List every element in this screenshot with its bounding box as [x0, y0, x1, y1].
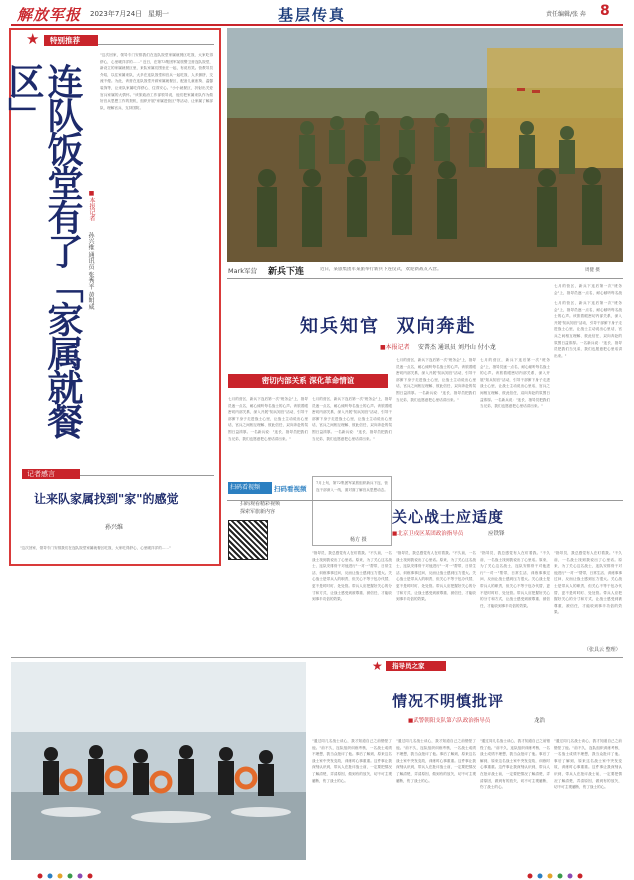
editor-credit: 责任编辑/张 奔: [546, 11, 586, 18]
feature-body: [100, 52, 213, 454]
feature-byline-names: 孙兴维 通讯员 张秀平 黄明威: [87, 232, 94, 310]
qr-line-2: 探索军旅新内容: [240, 509, 276, 515]
beach-illustration: [11, 662, 306, 860]
article3-body-col2: "指导员，我总感觉有人在盯着我。"不久前，一名战士找到我说出了心里话。原来，为了关心这名战士，连队安排骨干对他进行"一对一"帮带，日常生活、训练事事过问，反而让战士感到压力很大。关心战士是带兵人的职责，但关心不等于包办代替，更不是时时盯、处处管。带兵人应把握好关心的分寸和方式，让战士感受到被尊重、被信任，才能收到事半功倍的效果。: [396, 551, 476, 602]
article2-byline-label: ■本报记者: [380, 344, 410, 351]
commentary-rule: [80, 475, 214, 476]
special-tag-rule: [98, 44, 214, 45]
article4-star-icon: ★: [372, 659, 383, 673]
qr-code-icon[interactable]: [228, 520, 268, 560]
article4-body-col3: "通过同几名战士谈心，我才知道自己之前错怪了他。"前不久，连队组织训练考核，一名战士成绩不理想，我当众批评了他。事后了解到，原来这名战士家中突发变故，训练时心事重重。这件事让我深刻认识到，带兵人在批评战士前，一定要把情况了解清楚，弄清原因，做到有的放矢，切不可主观臆断，伤了战士的心。: [480, 739, 550, 790]
special-tag-label: 特别推荐: [50, 36, 80, 45]
article4-byline-label: ■武警朝阳支队第六队政治指导员: [408, 718, 491, 724]
article4-top-rule: [11, 657, 623, 658]
article2-banner-text: 密切内部关系 深化革命情谊: [261, 376, 355, 385]
article3-byline-label: ■北京卫戍区某团政治指导员: [392, 531, 464, 537]
article4-banner-text: 指导员之家: [392, 662, 425, 670]
qr-tag-label: 扫码看视频: [230, 484, 261, 491]
feature-body-lead: "这次回家，领导专门安排我们在连队饭堂家属就餐区吃饭，大家吃得舒心，心里暖洋洋的……": [100, 53, 213, 64]
photo-top-caption: 近日，某旅集团军某旅举行新兵下连仪式，欢迎新战友入营。: [320, 267, 442, 272]
feature-byline-label: ■本报记者: [88, 190, 95, 221]
article2-body-col1: 七月的营区，新兵下连后第一次"班务会"上，指导员逐一点名，耐心倾听每名战士的心声。该旅着眼密切内部关系，深入开展"知兵知官"活动，引导干部俯下身子走进战士心里，让战士主动说出心里话，官兵之间相互理解、彼此信任，双向奔赴的氛围日益浓厚。一名新兵说："连长、指导员把我们当兄弟，我们也愿意把心里话讲出来。": [228, 397, 308, 441]
qr-title: 扫码看视频: [274, 485, 307, 493]
newspaper-logo: 解放军报: [17, 6, 82, 24]
article4-title: 情况不明慎批评: [392, 692, 505, 710]
issue-weekday: 星期一: [148, 10, 169, 18]
section-title: 基层传真: [278, 6, 347, 24]
star-icon: ★: [26, 30, 40, 48]
article3-credit: （张具云 整理）: [584, 647, 621, 653]
article4-body-col2: "通过同几名战士谈心，我才知道自己之前错怪了他。"前不久，连队组织训练考核，一名战士成绩不理想，我当众批评了他。事后了解到，原来这名战士家中突发变故，训练时心事重重。这件事让我深刻认识到，带兵人在批评战士前，一定要把情况了解清楚，弄清原因，做到有的放矢，切不可主观臆断，伤了战士的心。: [396, 739, 476, 783]
article2-body-col5: 七月的营区，新兵下连后第一次"班务会"上，指导员逐一点名，耐心倾听每名战士的心声。该旅着眼密切内部关系，深入开展"知兵知官"活动，引导干部俯下身子走进战士心里，让战士主动说出心里话，官兵之间相互理解、彼此信任，双向奔赴的氛围日益浓厚。一名新兵说："连长、指导员把我们当兄弟，我们也愿意把心里话讲出来。": [554, 301, 622, 358]
commentary-body: "这次回家，领导专门安排我们在连队饭堂家属就餐区吃饭，大家吃得舒心，心里暖洋洋的……": [20, 546, 171, 550]
issue-date: 2023年7月24日: [90, 10, 143, 18]
article2-side-note: 7月上旬，第72集团军某旅组织新兵下连，营连干部深入一线，面对面了解官兵思想动态。: [316, 481, 388, 492]
article4-body-col1: "通过同几名战士谈心，我才知道自己之前错怪了他。"前不久，连队组织训练考核，一名战士成绩不理想，我当众批评了他。事后了解到，原来这名战士家中突发变故，训练时心事重重。这件事让我深刻认识到，带兵人在批评战士前，一定要把情况了解清楚，弄清原因，做到有的放矢，切不可主观臆断，伤了战士的心。: [312, 739, 392, 783]
article2-body-col3: 七月的营区，新兵下连后第一次"班务会"上，指导员逐一点名，耐心倾听每名战士的心声。该旅着眼密切内部关系，深入开展"知兵知官"活动，引导干部俯下身子走进战士心里，让战士主动说出心里话，官兵之间相互理解、彼此信任，双向奔赴的氛围日益浓厚。一名新兵说："连长、指导员把我们当兄弟，我们也愿意把心里话讲出来。": [396, 358, 476, 402]
article2-byline-names: 安普杰 通讯员 刘丹山 付小龙: [418, 344, 496, 351]
masthead: [0, 0, 634, 26]
feature-headline: 连队饭堂有了「家属就餐区」: [3, 63, 83, 437]
article2-body-col2: 七月的营区，新兵下连后第一次"班务会"上，指导员逐一点名，耐心倾听每名战士的心声。该旅着眼密切内部关系，深入开展"知兵知官"活动，引导干部俯下身子走进战士心里，让战士主动说出心里话，官兵之间相互理解、彼此信任，双向奔赴的氛围日益浓厚。一名新兵说："连长、指导员把我们当兄弟，我们也愿意把心里话讲出来。": [312, 397, 392, 441]
photo-top-rule: [227, 278, 623, 279]
article3-title: 关心战士应适度: [392, 508, 505, 526]
photo-top-tag: Mark军营: [228, 267, 258, 275]
article3-body-col3: "指导员，我总感觉有人在盯着我。"不久前，一名战士找到我说出了心里话。原来，为了关心这名战士，连队安排骨干对他进行"一对一"帮带，日常生活、训练事事过问，反而让战士感到压力很大。关心战士是带兵人的职责，但关心不等于包办代替，更不是时时盯、处处管。带兵人应把握好关心的分寸和方式，让战士感受到被尊重、被信任，才能收到事半功倍的效果。: [480, 551, 550, 608]
photo-top-credit: 周健 摄: [585, 268, 600, 273]
photo-beach-training: [11, 662, 306, 860]
photo-new-recruits: [227, 28, 623, 262]
commentary-title: 让来队家属找到"家"的感觉: [34, 492, 179, 506]
article3-body-col1: "指导员，我总感觉有人在盯着我。"不久前，一名战士找到我说出了心里话。原来，为了关心这名战士，连队安排骨干对他进行"一对一"帮带，日常生活、训练事事过问，反而让战士感到压力很大。关心战士是带兵人的职责，但关心不等于包办代替，更不是时时盯、处处管。带兵人应把握好关心的分寸和方式，让战士感受到被尊重、被信任，才能收到事半功倍的效果。: [312, 551, 392, 602]
recruits-illustration: [227, 28, 623, 262]
footer-decoration: [0, 866, 634, 876]
article4-byline-names: 龙浩: [534, 718, 546, 724]
article2-side-credit: 杨方 摄: [350, 537, 367, 543]
photo-top-title: 新兵下连: [268, 267, 305, 277]
qr-line-1: 扫码观看精彩视频: [240, 501, 281, 507]
article3-body-col4: "指导员，我总感觉有人在盯着我。"不久前，一名战士找到我说出了心里话。原来，为了关心这名战士，连队安排骨干对他进行"一对一"帮带，日常生活、训练事事过问，反而让战士感到压力很大。关心战士是带兵人的职责，但关心不等于包办代替，更不是时时盯、处处管。带兵人应把握好关心的分寸和方式，让战士感受到被尊重、被信任，才能收到事半功倍的效果。: [554, 551, 622, 615]
article2-body-col4: 七月的营区，新兵下连后第一次"班务会"上，指导员逐一点名，耐心倾听每名战士的心声。该旅着眼密切内部关系，深入开展"知兵知官"活动，引导干部俯下身子走进战士心里，让战士主动说出心里话，官兵之间相互理解、彼此信任，双向奔赴的氛围日益浓厚。一名新兵说："连长、指导员把我们当兄弟，我们也愿意把心里话讲出来。": [480, 358, 550, 409]
commentary-author: 孙兴维: [105, 524, 124, 531]
article3-byline-names: 应铁锋: [488, 531, 505, 537]
article3-top-rule: [227, 500, 623, 501]
page-number: 8: [600, 3, 610, 19]
masthead-rule: [11, 24, 623, 26]
article2-body-top: 七月的营区，新兵下连后第一次"班务会"上，指导员逐一点名，耐心倾听每名战: [554, 284, 622, 295]
feature-body-text: 近日，在第73集团军某旅警卫营连队饭堂，新设立的家属就餐区里，来队家属们围坐在一起，有说有笑。营教导员介绍，以往家属来队，大多在连队饭堂和官兵一起吃饭，人多拥挤，交流不便。为此，该营在连队饭堂开辟家属就餐区，配备儿童座椅、温馨装饰等，让来队家属吃得舒心、住得安心。"小小就餐区，折射出关爱官兵家属的大情怀。"该旅政治工作部领导说，他们把家属来队作为做好官兵思想工作的契机，组织开展"家属进营区"等活动，让家属了解部队、理解官兵、支持国防。: [100, 59, 213, 110]
article4-body-col4: "通过同几名战士谈心，我才知道自己之前错怪了他。"前不久，连队组织训练考核，一名战士成绩不理想，我当众批评了他。事后了解到，原来这名战士家中突发变故，训练时心事重重。这件事让我深刻认识到，带兵人在批评战士前，一定要把情况了解清楚，弄清原因，做到有的放矢，切不可主观臆断，伤了战士的心。: [554, 739, 622, 790]
commentary-tag-label: 记者感言: [27, 470, 55, 478]
article2-title: 知兵知官 双向奔赴: [300, 316, 477, 337]
